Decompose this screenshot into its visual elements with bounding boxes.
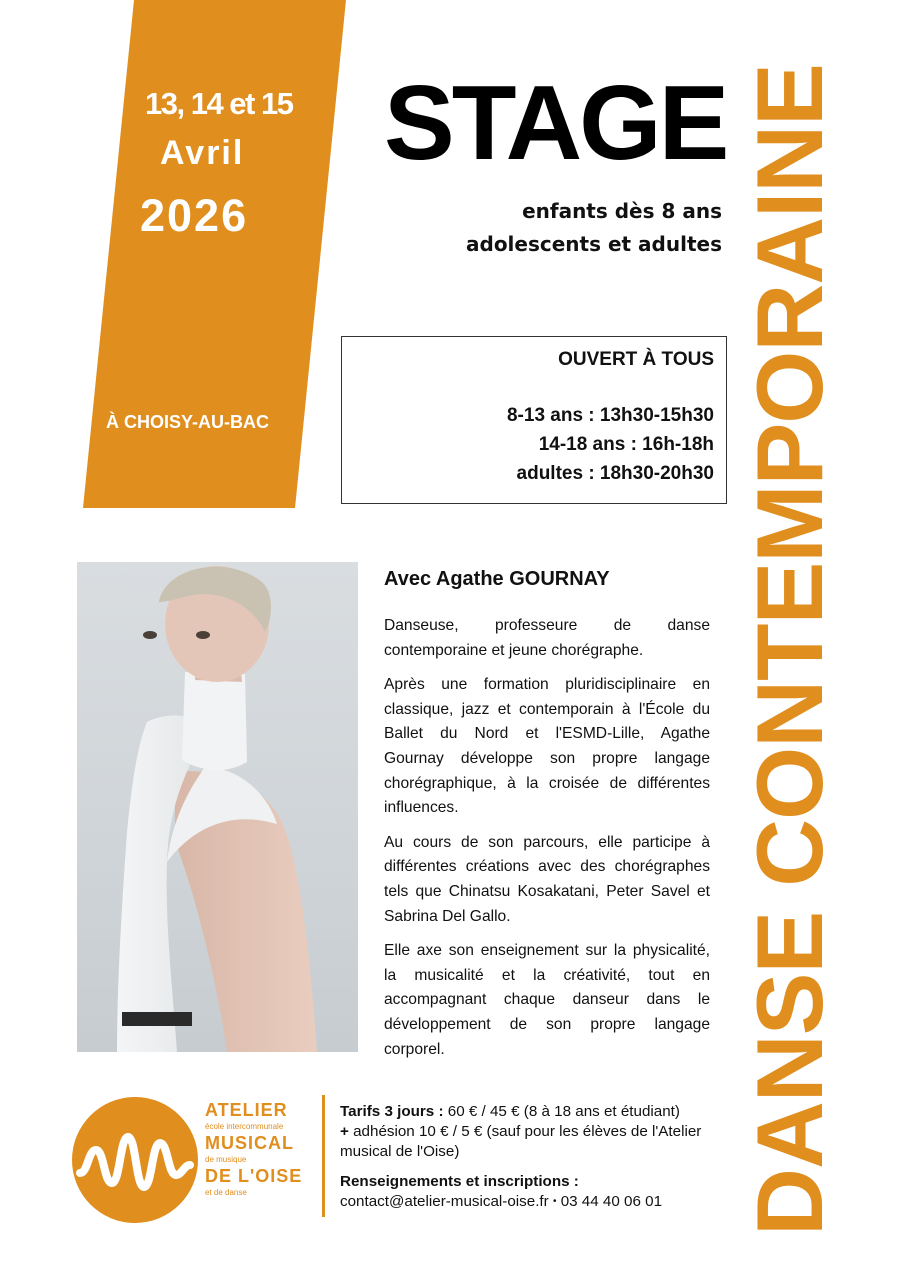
logo-word: DE L'OISE <box>205 1166 303 1186</box>
audience-line: adolescents et adultes <box>466 232 722 256</box>
bio-paragraph: Danseuse, professeure de danse contemporaine et jeune chorégraphe. <box>384 617 710 659</box>
logo-wordmark <box>205 1100 302 1199</box>
pricing-value: 60 € / 45 € (8 à 18 ans et étudiant) <box>447 1103 680 1120</box>
bio-paragraph: Au cours de son parcours, elle participe à différentes créations avec des chorégraphes tels que Chinatsu Kosakatani, Peter Savel et Sabrina Del Gallo. <box>384 833 710 925</box>
footer-divider <box>322 1095 325 1217</box>
bio-paragraph: Elle axe son enseignement sur la physicalité, la musicalité et la créativité, tout en accompagnant chaque danseur dans le développement de son propre langage corporel. <box>384 942 710 1058</box>
audience-block <box>466 195 722 261</box>
bio-heading: Avec Agathe GOURNAY <box>384 568 610 590</box>
membership-text: adhésion 10 € / 5 € (sauf pour les élèves de l'Atelier musical de l'Oise) <box>340 1123 702 1160</box>
dancer-illustration <box>77 562 358 1052</box>
contact-separator: • <box>552 1196 557 1207</box>
date-month: Avril <box>160 134 245 172</box>
schedule-slot: 8-13 ans : 13h30-15h30 <box>506 405 714 426</box>
membership-prefix: + <box>340 1123 349 1140</box>
logo-subword: et de danse <box>205 1188 247 1197</box>
vertical-title-container <box>737 64 842 1236</box>
logo-wave-icon <box>70 1095 200 1225</box>
date-year: 2026 <box>140 190 249 241</box>
bio-paragraph: Après une formation pluridisciplinaire en classique, jazz et contemporain à l'École du Ballet du Nord et l'ESMD-Lille, Agathe Gournay développe son propre langage chorégraphique, à la croisée de différentes influences. <box>384 676 710 817</box>
contact-email[interactable]: contact@atelier-musical-oise.fr <box>340 1193 549 1210</box>
page-title: STAGE <box>384 64 727 182</box>
logo-word: MUSICAL <box>205 1133 294 1153</box>
dancer-photo <box>77 562 358 1052</box>
logo-subword: de musique <box>205 1155 247 1164</box>
schedule-slot: adultes : 18h30-20h30 <box>516 463 714 484</box>
pricing-label: Tarifs 3 jours : <box>340 1103 444 1120</box>
schedule-box <box>341 336 727 504</box>
logo-subword: école intercommunale <box>205 1122 284 1131</box>
schedule-heading: OUVERT À TOUS <box>558 349 714 370</box>
date-days: 13, 14 et 15 <box>145 86 293 121</box>
bio-text <box>384 614 710 1072</box>
audience-line: enfants dès 8 ans <box>522 199 722 223</box>
contact-line <box>340 1192 740 1214</box>
footer-info <box>340 1102 740 1214</box>
location: À CHOISY-AU-BAC <box>106 412 270 432</box>
vertical-title: DANSE CONTEMPORAINE <box>737 64 842 1236</box>
pricing-line <box>340 1102 740 1122</box>
membership-line <box>340 1122 740 1162</box>
schedule-slot: 14-18 ans : 16h-18h <box>538 434 714 455</box>
contact-label: Renseignements et inscriptions : <box>340 1173 579 1190</box>
logo-word: ATELIER <box>205 1100 288 1120</box>
atelier-logo-icon <box>70 1095 200 1225</box>
contact-phone[interactable]: 03 44 40 06 01 <box>560 1193 663 1210</box>
